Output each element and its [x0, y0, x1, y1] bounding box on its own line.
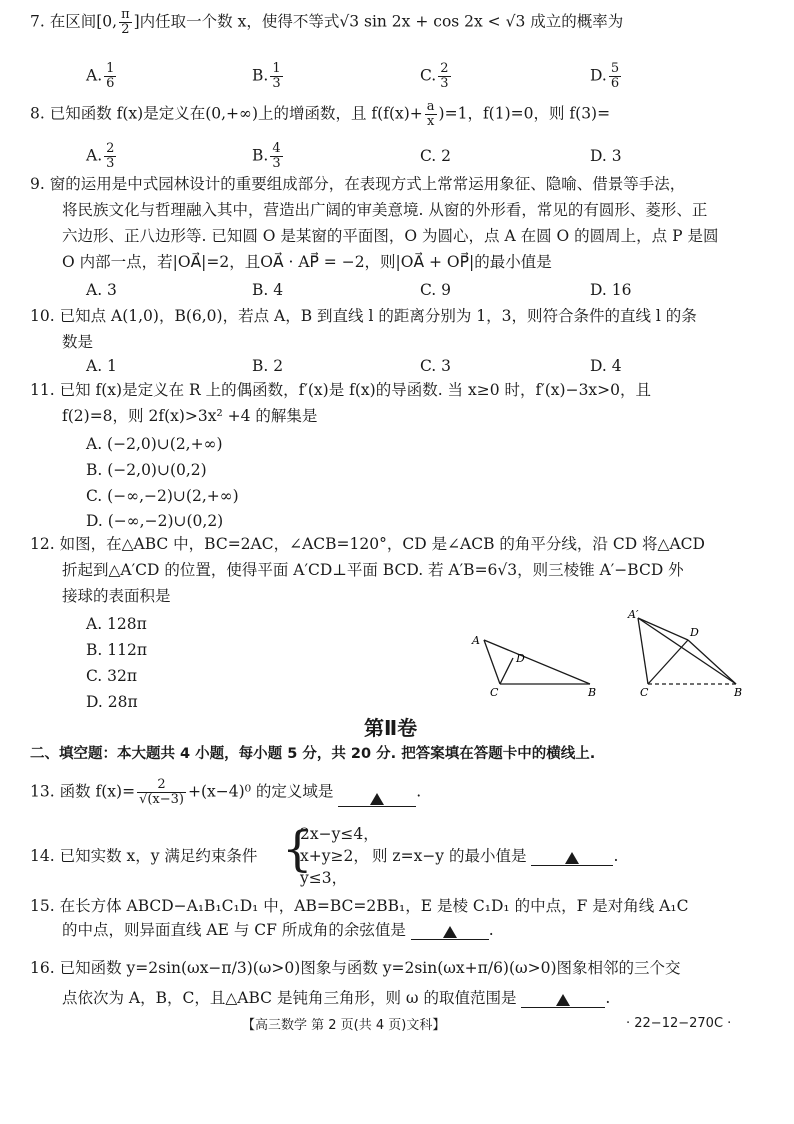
- part2-title: 第Ⅱ卷: [364, 716, 418, 740]
- brace-icon: {: [282, 821, 313, 877]
- q8-option-d[interactable]: D. 3: [590, 147, 622, 165]
- q9-line-3: 六边形、正八边形等. 已知圆 O 是某窗的平面图，O 为圆心，点 A 在圆 O 的圆周上，点 P 是圆: [62, 227, 719, 245]
- q11-option-c[interactable]: C. (−∞,−2)∪(2,+∞): [86, 487, 239, 505]
- q12-option-c[interactable]: C. 32π: [86, 667, 138, 685]
- q7-option-a[interactable]: A. $\frac{1}{6}$: [86, 61, 115, 91]
- label-b: B: [588, 686, 597, 699]
- edge-ac: [638, 618, 648, 684]
- q9-line-4: O 内部一点，若|OA⃗|=2，且OA⃗ · AP⃗ = −2，则|OA⃗ + OP⃗|的最小值是: [62, 253, 552, 271]
- triangle-icon: [556, 994, 570, 1006]
- q10-line-1: 10. 已知点 A(1,0)，B(6,0)，若点 A，B 到直线 l 的距离分别为 1，3，则符合条件的直线 l 的条: [30, 307, 697, 325]
- q14-post: 则 z=x−y 的最小值是 .: [372, 847, 619, 865]
- edge-ab: [484, 640, 590, 684]
- q7-option-d[interactable]: D. $\frac{5}{6}$: [590, 61, 620, 91]
- q14-answer-blank[interactable]: [531, 849, 613, 866]
- triangle-icon: [443, 926, 457, 938]
- label-c: C: [640, 686, 649, 699]
- triangle-icon: [565, 852, 579, 864]
- q15-line-1: 15. 在长方体 ABCD−A₁B₁C₁D₁ 中，AB=BC=2BB₁，E 是棱 C₁D₁ 的中点，F 是对角线 A₁C: [30, 897, 689, 915]
- q15-answer-blank[interactable]: [411, 923, 489, 940]
- q12-line-2: 折起到△A′CD 的位置，使得平面 A′CD⊥平面 BCD. 若 A′B=6√3，则三棱锥 A′−BCD 外: [62, 561, 684, 579]
- label-c: C: [490, 686, 499, 699]
- q9-option-d[interactable]: D. 16: [590, 281, 632, 299]
- q12-figure-tetrahedron: [624, 604, 752, 700]
- section2-heading: 二、填空题：本大题共 4 小题，每小题 5 分，共 20 分. 把答案填在答题卡中的横线上.: [30, 746, 596, 762]
- triangle-icon: [370, 793, 384, 805]
- q12-option-a[interactable]: A. 128π: [86, 615, 147, 633]
- q16-line-2: 点依次为 A，B，C，且△ABC 是钝角三角形，则 ω 的取值范围是 .: [62, 989, 611, 1007]
- q14-pre: 14. 已知实数 x，y 满足约束条件: [30, 847, 258, 865]
- q10-option-b[interactable]: B. 2: [252, 357, 284, 375]
- label-b: B: [734, 686, 743, 699]
- q12-line-1: 12. 如图，在△ABC 中，BC=2AC，∠ACB=120°，CD 是∠ACB 的角平分线，沿 CD 将△ACD: [30, 535, 705, 553]
- q13-answer-blank[interactable]: [338, 790, 416, 807]
- q9-line-2: 将民族文化与哲理融入其中，营造出广阔的审美意境. 从窗的外形看，常见的有圆形、菱形、正: [62, 201, 708, 219]
- q11-option-a[interactable]: A. (−2,0)∪(2,+∞): [86, 435, 223, 453]
- q12-option-b[interactable]: B. 112π: [86, 641, 148, 659]
- q10-option-a[interactable]: A. 1: [86, 357, 117, 375]
- edge-cd: [500, 658, 513, 684]
- q10-line-2: 数是: [62, 333, 94, 351]
- q8-option-a[interactable]: A. $\frac{2}{3}$: [86, 141, 115, 171]
- q14-constraint-2: x+y≥2，: [300, 847, 369, 865]
- q13: 13. 函数 f(x)= $\frac{2}{√(x-3)}$ +(x−4)⁰ 的定义域是 .: [30, 777, 422, 807]
- q9-option-b[interactable]: B. 4: [252, 281, 284, 299]
- q8-stem: 8. 已知函数 f(x)是定义在(0,+∞)上的增函数，且 f(f(x)+ $\frac{a}{x}$ )=1，f(1)=0，则 f(3)=: [30, 99, 611, 129]
- q12-figure-triangle: [466, 628, 606, 700]
- q7-option-b[interactable]: B. $\frac{1}{3}$: [252, 61, 281, 91]
- q15-line-2: 的中点，则异面直线 AE 与 CF 所成角的余弦值是 .: [62, 921, 494, 939]
- q14-constraint-1: 2x−y≤4，: [300, 825, 379, 843]
- q11-option-b[interactable]: B. (−2,0)∪(0,2): [86, 461, 207, 479]
- q12-option-d[interactable]: D. 28π: [86, 693, 138, 711]
- q7-stem: 7. 在区间[0, $\frac{\pi}{2}$ ]内任取一个数 x，使得不等式√3 sin 2x + cos 2x < √3 成立的概率为: [30, 7, 624, 37]
- label-a: A: [472, 634, 480, 647]
- edge-ac: [484, 640, 500, 684]
- q16-answer-blank[interactable]: [521, 991, 605, 1008]
- edge-ad: [638, 618, 688, 640]
- footer-code: · 22−12−270C ·: [626, 1016, 732, 1031]
- q8-option-c[interactable]: C. 2: [420, 147, 452, 165]
- q10-option-c[interactable]: C. 3: [420, 357, 452, 375]
- edge-cd: [648, 640, 688, 684]
- label-d: D: [690, 626, 699, 639]
- q11-line-1: 11. 已知 f(x)是定义在 R 上的偶函数，f′(x)是 f(x)的导函数. 当 x≥0 时，f′(x)−3x>0，且: [30, 381, 652, 399]
- q14-constraint-3: y≤3，: [300, 869, 348, 887]
- footer-page-info: 【高三数学 第 2 页(共 4 页)文科】: [242, 1018, 446, 1033]
- q9-line-1: 9. 窗的运用是中式园林设计的重要组成部分，在表现方式上常常运用象征、隐喻、借景等手法，: [30, 175, 686, 193]
- q10-option-d[interactable]: D. 4: [590, 357, 622, 375]
- q9-option-c[interactable]: C. 9: [420, 281, 452, 299]
- q11-line-2: f(2)=8，则 2f(x)>3x² +4 的解集是: [62, 407, 318, 425]
- q7-option-c[interactable]: C. $\frac{2}{3}$: [420, 61, 449, 91]
- q12-line-3: 接球的表面积是: [62, 587, 171, 605]
- q8-option-b[interactable]: B. $\frac{4}{3}$: [252, 141, 281, 171]
- q11-option-d[interactable]: D. (−∞,−2)∪(0,2): [86, 512, 224, 530]
- label-d: D: [516, 652, 525, 665]
- q9-option-a[interactable]: A. 3: [86, 281, 117, 299]
- edge-ab: [638, 618, 736, 684]
- edge-db: [688, 640, 736, 684]
- q16-line-1: 16. 已知函数 y=2sin(ωx−π/3)(ω>0)图象与函数 y=2sin(ωx+π/6)(ω>0)图象相邻的三个交: [30, 959, 681, 977]
- label-a-prime: A′: [628, 608, 639, 621]
